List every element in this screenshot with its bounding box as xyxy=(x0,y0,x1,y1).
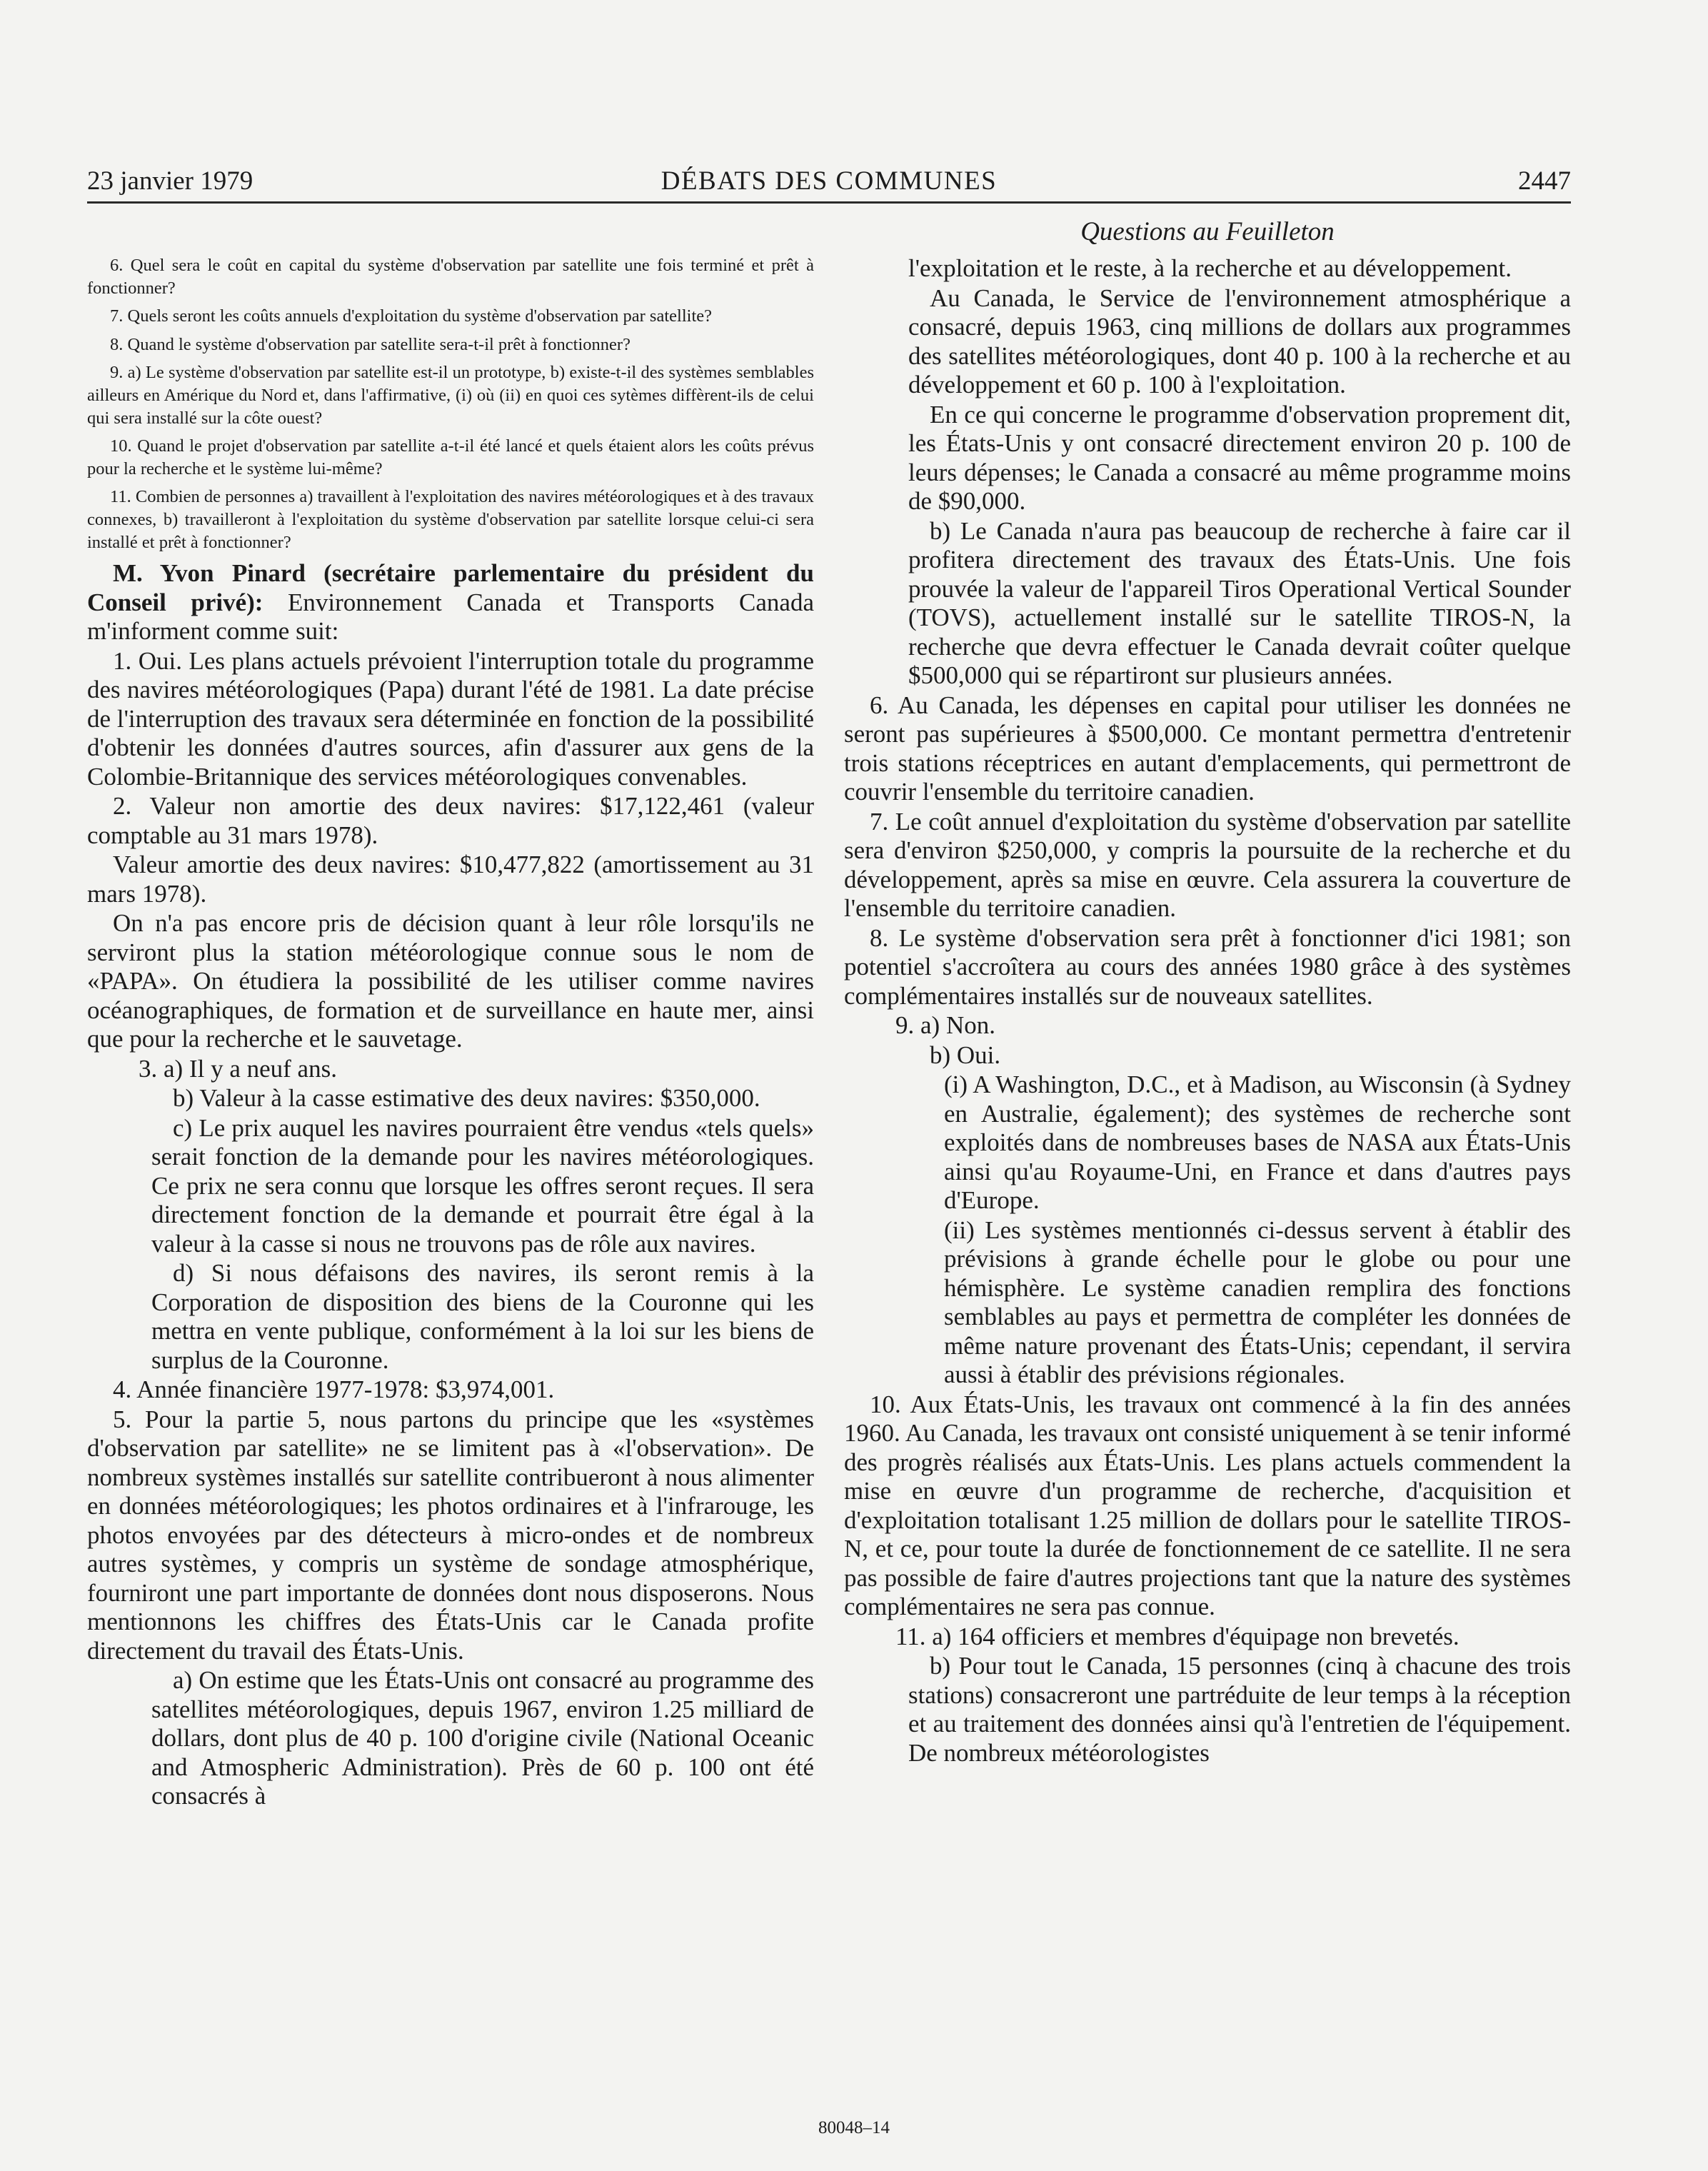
answer-3a: 3. a) Il y a neuf ans. xyxy=(139,1054,337,1083)
answer-5b: b) Le Canada n'aura pas beaucoup de recherche à faire car il profitera directement des travaux des États-Unis. Une fois prouvée la valeur de l'appareil Tiros Operational Vertical Sounder (TOVS), actuellement installé sur le satellite TIROS-N, la recherche que devra effectuer le Canada devrait coûter quelque $500,000 qui se répartiront sur plusieurs années. xyxy=(908,516,1571,689)
answer-8: 8. Le système d'observation sera prêt à fonctionner d'ici 1981; son potentiel s'accroîtera au cours des années 1980 grâce à des systèmes complémentaires installés sur de nouveaux satellites. xyxy=(844,923,1571,1010)
speaker-name: M. Yvon Pinard (secrétaire parlementaire du président du Conseil privé): xyxy=(87,559,814,616)
question-11: 11. Combien de personnes a) travaillent à l'exploitation des navires météorologiques et à des travaux connexes, b) travailleront à l'exploitation du système d'observation par satellite lorsque celui-ci sera installé et prêt à fonctionner? xyxy=(87,487,814,552)
header-rule xyxy=(87,201,1571,204)
answer-10: 10. Aux États-Unis, les travaux ont commencé à la fin des années 1960. Au Canada, les travaux ont consisté uniquement à se tenir informé des progrès réalisés aux États-Unis. Les plans actuels commendent la mise en œuvre d'un programme de recherche, d'acquisition et d'exploitation totalisant 1.25 million de dollars pour le satellite TIROS-N, et ce, pour toute la durée de fonctionnement de ce satellite. Il ne sera pas possible de faire d'autres projections tant que la nature des systèmes complémentaires ne sera pas connue. xyxy=(844,1390,1571,1620)
right-column xyxy=(844,254,1571,1768)
answer-3b: b) Valeur à la casse estimative des deux navires: $350,000. xyxy=(173,1084,760,1113)
answer-2-role: On n'a pas encore pris de décision quant à leur rôle lorsqu'ils ne serviront plus la station météorologique connue sous le nom de «PAPA». On étudiera la possibilité de les utiliser comme navires océanographiques, de formation et de surveillance en haute mer, ainsi que pour la recherche et le sauvetage. xyxy=(87,909,814,1053)
answer-5: 5. Pour la partie 5, nous partons du principe que les «systèmes d'observation par satellite» ne se limitent pas à «l'observation». De nombreux systèmes installés sur satellite contribueront à nous alimenter en données météorologiques; les photos ordinaires et à l'infrarouge, les photos envoyées par des détecteurs à micro-ondes et de nombreux autres systèmes, y compris un système de sondage atmosphérique, fourniront une part importante de données dont nous disposerons. Nous mentionnons les chiffres des États-Unis car le Canada profite directement du travail des États-Unis. xyxy=(87,1405,814,1665)
answer-11a: 11. a) 164 officiers et membres d'équipage non brevetés. xyxy=(895,1622,1460,1650)
question-7: 7. Quels seront les coûts annuels d'exploitation du système d'observation par satellite? xyxy=(110,306,713,326)
answer-intro: Environnement Canada et Transports Canada m'informent comme suit: xyxy=(87,588,814,646)
written-questions xyxy=(87,254,814,553)
answer-5a-continued: l'exploitation et le reste, à la recherche et au développement. xyxy=(908,254,1512,282)
header-date: 23 janvier 1979 xyxy=(87,166,253,196)
answer-9b: b) Oui. xyxy=(930,1041,1001,1069)
answer-9a: 9. a) Non. xyxy=(895,1011,995,1039)
answer-3c: c) Le prix auquel les navires pourraient être vendus «tels quels» serait fonction de la demande pour les navires météorologiques. Ce prix ne sera connu que lorsque les offres seront reçues. Il sera directement fonction de la demande et pourrait être égal à la valeur à la casse si nous ne trouvons pas de rôle aux navires. xyxy=(151,1113,814,1258)
answer-2-amortized: Valeur amortie des deux navires: $10,477,822 (amortissement au 31 mars 1978). xyxy=(87,851,814,908)
answer-6: 6. Au Canada, les dépenses en capital pour utiliser les données ne seront pas supérieures à $500,000. Ce montant permettra d'entretenir trois stations réceptrices en autant d'emplacements, qui permettront de couvrir l'ensemble du territoire canadien. xyxy=(844,691,1571,806)
question-6: 6. Quel sera le coût en capital du système d'observation par satellite une fois terminé et prêt à fonctionner? xyxy=(87,256,814,298)
answer-5a-observation: En ce qui concerne le programme d'observation proprement dit, les États-Unis y ont consacré directement environ 20 p. 100 de leurs dépenses; le Canada a consacré au même programme moins de $90,000. xyxy=(908,400,1571,515)
page-header xyxy=(87,163,1571,200)
answer-opening xyxy=(87,559,814,646)
answer-7: 7. Le coût annuel d'exploitation du système d'observation par satellite sera d'environ $250,000, y compris la poursuite de la recherche et du développement, après sa mise en œuvre. Cela assurera la couverture de l'ensemble du territoire canadien. xyxy=(844,807,1571,922)
section-title: Questions au Feuilleton xyxy=(1080,217,1335,246)
question-9: 9. a) Le système d'observation par satellite est-il un prototype, b) existe-t-il des systèmes semblables ailleurs en Amérique du Nord et, dans l'affirmative, (i) où (ii) en quoi ces sytèmes diffèrent-ils de celui qui sera installé sur la côte ouest? xyxy=(87,363,814,428)
answer-5a: a) On estime que les États-Unis ont consacré au programme des satellites météorologiques, depuis 1967, environ 1.25 milliard de dollars, dont plus de 40 p. 100 d'origine civile (National Oceanic and Atmospheric Administration). Près de 60 p. 100 ont été consacrés à xyxy=(151,1666,814,1810)
question-8: 8. Quand le système d'observation par satellite sera-t-il prêt à fonctionner? xyxy=(110,334,631,354)
answer-5a-canada: Au Canada, le Service de l'environnement atmosphérique a consacré, depuis 1963, cinq millions de dollars aux programmes des satellites météorologiques, dont 40 p. 100 à la recherche et au développement et 60 p. 100 à l'exploitation. xyxy=(908,284,1571,398)
answer-left xyxy=(87,559,814,1811)
header-title: DÉBATS DES COMMUNES xyxy=(660,166,998,196)
answer-9b-ii: (ii) Les systèmes mentionnés ci-dessus servent à établir des prévisions à grande échelle pour le globe ou pour une hémisphère. Le système canadien remplira des fonctions semblables au pays et permettra de compléter les données de même nature provenant des États-Unis; cependant, il servira aussi à établir des prévisions régionales. xyxy=(944,1215,1571,1388)
header-page-number: 2447 xyxy=(1518,166,1571,196)
footer-code: 80048–14 xyxy=(818,2118,890,2137)
answer-4: 4. Année financière 1977-1978: $3,974,001. xyxy=(113,1375,555,1404)
answer-11b: b) Pour tout le Canada, 15 personnes (cinq à chacune des trois stations) consacreront une partréduite de leur temps à la réception et au traitement des données ainsi qu'à l'entretien de l'équipement. De nombreux météorologistes xyxy=(908,1652,1571,1767)
answer-2: 2. Valeur non amortie des deux navires: $17,122,461 (valeur comptable au 31 mars 1978). xyxy=(87,792,814,849)
answer-3d: d) Si nous défaisons des navires, ils seront remis à la Corporation de disposition des biens de la Couronne qui les mettra en vente publique, conformément à la loi sur les biens de surplus de la Couronne. xyxy=(151,1259,814,1374)
left-column xyxy=(87,254,814,1812)
answer-9b-i: (i) A Washington, D.C., et à Madison, au Wisconsin (à Sydney en Australie, également); des systèmes de recherche sont exploités dans de nombreuses bases de NASA aux États-Unis ainsi qu'au Royaume-Uni, en France et dans d'autres pays d'Europe. xyxy=(944,1071,1571,1214)
answer-1: 1. Oui. Les plans actuels prévoient l'interruption totale du programme des navires météorologiques (Papa) durant l'été de 1981. La date précise de l'interruption des travaux sera déterminée en fonction de la possibilité d'obtenir les données d'autres sources, afin d'assurer aux gens de la Colombie-Britannique des services météorologiques convenables. xyxy=(87,646,814,791)
question-10: 10. Quand le projet d'observation par satellite a-t-il été lancé et quels étaient alors les coûts prévus pour la recherche et le système lui-même? xyxy=(87,436,814,478)
